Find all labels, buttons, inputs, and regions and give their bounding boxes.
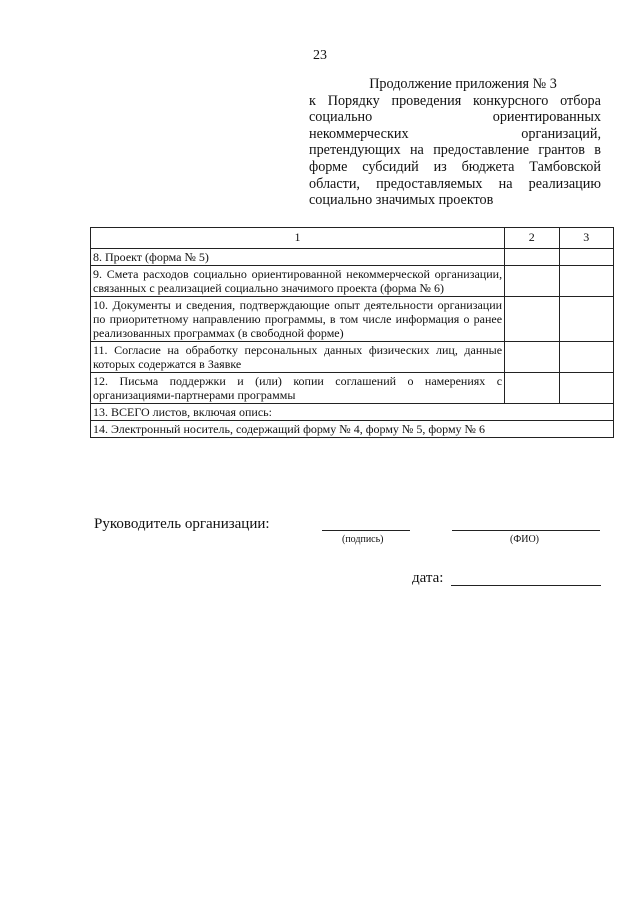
empty-cell bbox=[559, 342, 613, 373]
header-word: бюджета bbox=[461, 158, 515, 175]
header-word: ориентированных bbox=[492, 109, 601, 126]
empty-cell bbox=[505, 266, 559, 297]
table-row bbox=[91, 342, 614, 373]
header-word: социально bbox=[309, 109, 373, 126]
document-item: 13. ВСЕГО листов, включая опись: bbox=[91, 404, 614, 421]
header-word: на bbox=[498, 175, 513, 192]
header-word: организаций, bbox=[521, 125, 601, 142]
header-line bbox=[309, 176, 601, 193]
header-word: области, bbox=[309, 175, 360, 192]
table-row bbox=[91, 266, 614, 297]
page-number: 23 bbox=[313, 48, 327, 63]
document-item: 11. Согласие на обработку персональных данных физических лиц, данные которых содержатся в Заявке bbox=[91, 342, 505, 373]
table-header-row bbox=[91, 228, 614, 249]
header-word: Порядку bbox=[327, 92, 380, 109]
header-word: к bbox=[309, 92, 316, 109]
table-row bbox=[91, 404, 614, 421]
header-word: грантов bbox=[538, 142, 585, 159]
header-word: Тамбовской bbox=[529, 158, 601, 175]
signature-caption: (подпись) bbox=[342, 534, 384, 545]
appendix-header bbox=[309, 76, 601, 209]
table-row bbox=[91, 373, 614, 404]
empty-cell bbox=[559, 373, 613, 404]
table-row bbox=[91, 249, 614, 266]
header-word: реализацию bbox=[528, 175, 601, 192]
header-word: субсидий bbox=[362, 158, 419, 175]
header-line bbox=[309, 142, 601, 159]
header-word: в bbox=[594, 142, 601, 159]
document-item: 9. Смета расходов социально ориентированной некоммерческой организации, связанных с реализацией социально значимого проекта (форма № 6) bbox=[91, 266, 505, 297]
header-word: проведения bbox=[391, 92, 462, 109]
table-row bbox=[91, 297, 614, 342]
signature-line bbox=[322, 530, 410, 531]
empty-cell bbox=[559, 297, 613, 342]
documents-table bbox=[90, 227, 614, 438]
header-line bbox=[309, 192, 601, 209]
date-line bbox=[451, 585, 601, 586]
column-header: 1 bbox=[91, 228, 505, 249]
empty-cell bbox=[505, 249, 559, 266]
empty-cell bbox=[559, 266, 613, 297]
empty-cell bbox=[559, 249, 613, 266]
column-header: 3 bbox=[559, 228, 613, 249]
table-row bbox=[91, 421, 614, 438]
column-header: 2 bbox=[505, 228, 559, 249]
appendix-title: Продолжение приложения № 3 bbox=[369, 76, 557, 92]
document-item: 10. Документы и сведения, подтверждающие опыт деятельности организации по приоритетному направлению программы, в том числе информация о ранее реализованных программах (в свободной форме) bbox=[91, 297, 505, 342]
header-line bbox=[309, 93, 601, 110]
header-line bbox=[309, 159, 601, 176]
header-line bbox=[309, 126, 601, 143]
document-item: 12. Письма поддержки и (или) копии соглашений о намерениях с организациями-партнерами программы bbox=[91, 373, 505, 404]
header-word: конкурсного bbox=[473, 92, 549, 109]
empty-cell bbox=[505, 373, 559, 404]
header-word: форме bbox=[309, 158, 348, 175]
empty-cell bbox=[505, 342, 559, 373]
header-word: социально значимых проектов bbox=[309, 192, 494, 209]
header-word: на bbox=[409, 142, 424, 159]
appendix-subtitle bbox=[309, 93, 601, 209]
header-word: претендующих bbox=[309, 142, 401, 159]
empty-cell bbox=[505, 297, 559, 342]
header-line bbox=[309, 109, 601, 126]
date-label: дата: bbox=[412, 570, 444, 586]
signature-label: Руководитель организации: bbox=[94, 516, 270, 532]
name-caption: (ФИО) bbox=[510, 534, 540, 545]
document-item: 14. Электронный носитель, содержащий форму № 4, форму № 5, форму № 6 bbox=[91, 421, 614, 438]
header-word: предоставление bbox=[433, 142, 529, 159]
header-word: предоставляемых bbox=[376, 175, 483, 192]
header-word: отбора bbox=[560, 92, 601, 109]
document-item: 8. Проект (форма № 5) bbox=[91, 249, 505, 266]
name-line bbox=[452, 530, 600, 531]
header-word: некоммерческих bbox=[309, 125, 409, 142]
header-word: из bbox=[433, 158, 447, 175]
